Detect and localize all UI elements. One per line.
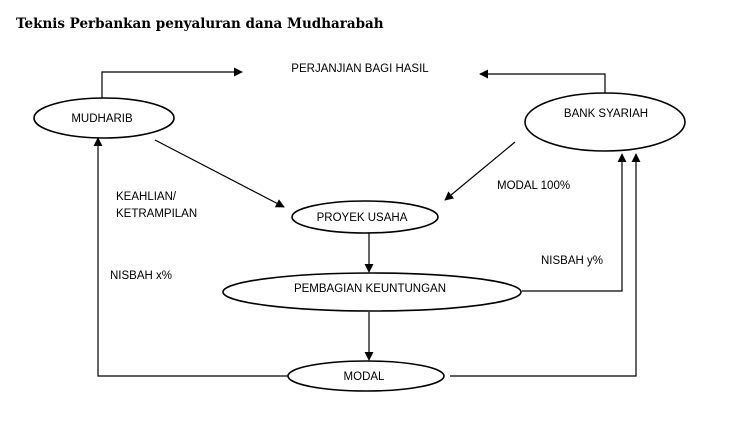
keahlian-label-line1: KEAHLIAN/ bbox=[116, 191, 177, 203]
mudharib-label: MUDHARIB bbox=[71, 113, 133, 125]
modal-100-label: MODAL 100% bbox=[497, 180, 571, 192]
bank-syariah-label: BANK SYARIAH bbox=[563, 108, 649, 120]
edge-modal-to-mudharib bbox=[98, 138, 288, 376]
keahlian-label-line2: KETRAMPILAN bbox=[116, 208, 198, 220]
diagram-title: Teknis Perbankan penyaluran dana Mudharabah bbox=[16, 16, 384, 32]
nisbah-x-label: NISBAH x% bbox=[110, 270, 172, 282]
modal-label: MODAL bbox=[343, 371, 385, 383]
bank-syariah-ellipse bbox=[525, 93, 685, 151]
perjanjian-label: PERJANJIAN BAGI HASIL bbox=[291, 63, 429, 75]
edge-pembagian-to-bank bbox=[522, 154, 622, 291]
edge-mudharib-to-perjanjian bbox=[102, 72, 242, 101]
proyek-usaha-label: PROYEK USAHA bbox=[316, 212, 408, 224]
node-proyek-usaha bbox=[292, 201, 438, 233]
node-modal bbox=[288, 361, 444, 391]
edge-bank-to-perjanjian bbox=[480, 74, 605, 95]
node-bank-syariah bbox=[525, 93, 685, 151]
pembagian-keuntungan-label: PEMBAGIAN KEUNTUNGAN bbox=[293, 283, 447, 295]
node-pembagian-keuntungan bbox=[223, 273, 521, 311]
node-mudharib bbox=[34, 98, 174, 138]
nisbah-y-label: NISBAH y% bbox=[541, 255, 603, 267]
